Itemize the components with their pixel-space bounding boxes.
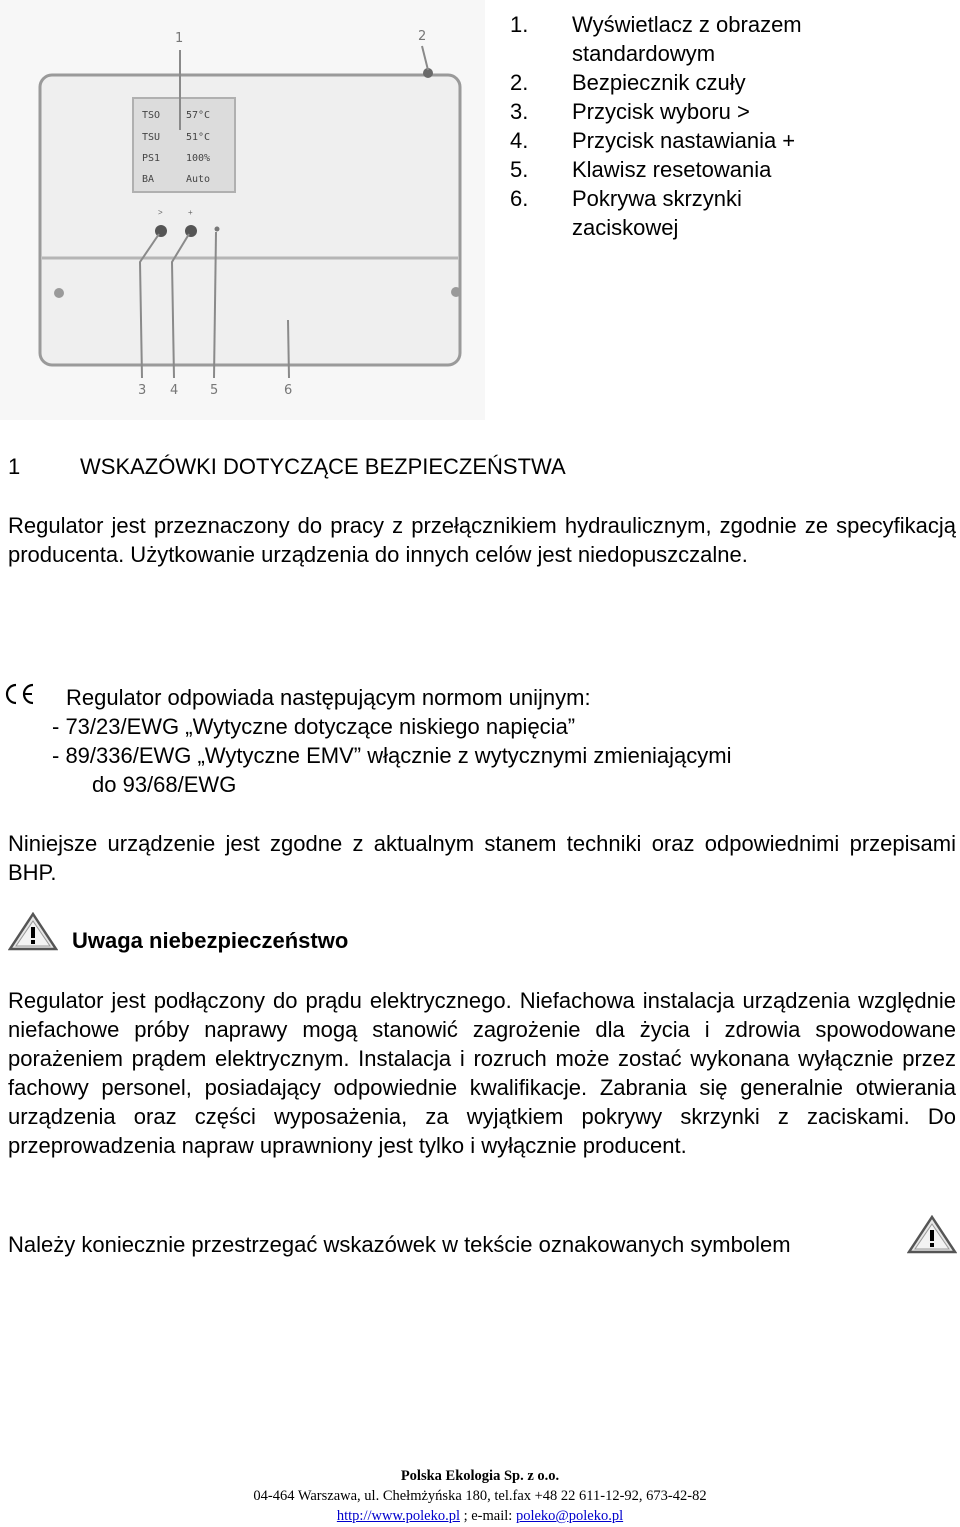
email-link[interactable]: poleko@poleko.pl — [515, 1508, 624, 1524]
legend-text: Klawisz resetowania — [572, 157, 772, 182]
section-title: WSKAZÓWKI DOTYCZĄCE BEZPIECZEŃSTWA — [80, 454, 566, 479]
intro-paragraph: Regulator jest przeznaczony do pracy z przełącznikiem hydraulicznym, zgodnie ze specyfikacją producenta. Użytkowanie urządzenia do innych celów jest niedopuszczalne. — [8, 513, 956, 567]
legend-item — [510, 10, 852, 68]
legend-text: Przycisk nastawiania + — [572, 128, 796, 153]
symbol-note-text: Należy koniecznie przestrzegać wskazówek w tekście oznakowanych symbolem — [8, 1232, 791, 1257]
display-row-4-label: BA — [142, 174, 155, 185]
section-number: 1 — [8, 454, 21, 479]
directive-item: - 73/23/EWG „Wytyczne dotyczące niskiego napięcia” — [52, 714, 576, 739]
legend-text: Bezpiecznik czuły — [572, 70, 746, 95]
callout-5: 5 — [210, 383, 219, 398]
legend-item — [510, 68, 852, 97]
legend-number: 6. — [510, 186, 529, 211]
callout-2: 2 — [418, 29, 427, 44]
legend-text: Przycisk wyboru > — [572, 99, 750, 124]
warning-paragraph: Regulator jest podłączony do prądu elektrycznego. Niefachowa instalacja urządzenia względnie niefachowe próby naprawy mogą stanowić zagrożenie dla życia i zdrowia spowodowane porażeniem prądem elektrycznym. Instalacja i rozruch może zostać wykonana wyłącznie przez fachowy personel, posiadający odpowiednie kwalifikacje. Zabrania się generalnie otwierania urządzenia oraz części wyposażenia, za wyjątkiem pokrywy skrzynki z zaciskami. Do przeprowadzenia napraw uprawniony jest tylko i wyłącznie producent. — [8, 988, 956, 1158]
controller-device-figure — [0, 0, 485, 420]
ce-lead-text: Regulator odpowiada następującym normom unijnym: — [66, 685, 591, 710]
footer-separator: ; e-mail: — [459, 1508, 516, 1524]
warning-title: Uwaga niebezpieczeństwo — [72, 928, 349, 953]
select-button-dot — [155, 225, 167, 237]
display-row-3-value: 100% — [186, 153, 211, 164]
display-row-4-value: Auto — [186, 174, 211, 185]
footer-address: 04-464 Warszawa, ul. Chełmżyńska 180, tel.fax +48 22 611-12-92, 673-42-82 — [253, 1488, 707, 1504]
display-row-2-value: 51°C — [186, 132, 211, 143]
legend-number: 2. — [510, 70, 529, 95]
set-button-dot — [185, 225, 197, 237]
footer-contact — [0, 1508, 960, 1525]
display-row-1-label: TSO — [142, 110, 161, 121]
directive-continuation: do 93/68/EWG — [92, 772, 237, 797]
display-row-2-label: TSU — [142, 132, 161, 143]
callout-6: 6 — [284, 383, 293, 398]
callout-4: 4 — [170, 383, 179, 398]
component-legend-list — [510, 10, 852, 242]
legend-number: 3. — [510, 99, 529, 124]
reset-key-dot — [215, 227, 220, 232]
section-heading — [8, 454, 566, 480]
legend-item — [510, 126, 852, 155]
callout-1: 1 — [175, 31, 184, 46]
svg-text:+: + — [188, 208, 193, 217]
legend-text: Pokrywa skrzynki zaciskowej — [572, 186, 742, 240]
legend-item — [510, 155, 852, 184]
display-row-1-value: 57°C — [186, 110, 211, 121]
ce-mark-icon — [0, 680, 38, 708]
svg-text:>: > — [158, 208, 163, 217]
legend-number: 5. — [510, 157, 529, 182]
legend-text: Wyświetlacz z obrazem standardowym — [572, 12, 802, 66]
legend-item — [510, 184, 852, 242]
warning-triangle-icon — [907, 1215, 957, 1255]
legend-number: 1. — [510, 12, 529, 37]
warning-triangle-icon — [8, 912, 58, 952]
legend-number: 4. — [510, 128, 529, 153]
directive-item: - 89/336/EWG „Wytyczne EMV” włącznie z wytycznymi zmieniającymi — [52, 743, 732, 768]
display-row-3-label: PS1 — [142, 153, 161, 164]
callout-3: 3 — [138, 383, 147, 398]
compliance-paragraph: Niniejsze urządzenie jest zgodne z aktualnym stanem techniki oraz odpowiednimi przepisami BHP. — [8, 831, 956, 885]
footer-company: Polska Ekologia Sp. z o.o. — [400, 1468, 560, 1484]
website-link[interactable]: http://www.poleko.pl — [336, 1508, 460, 1524]
legend-item — [510, 97, 852, 126]
